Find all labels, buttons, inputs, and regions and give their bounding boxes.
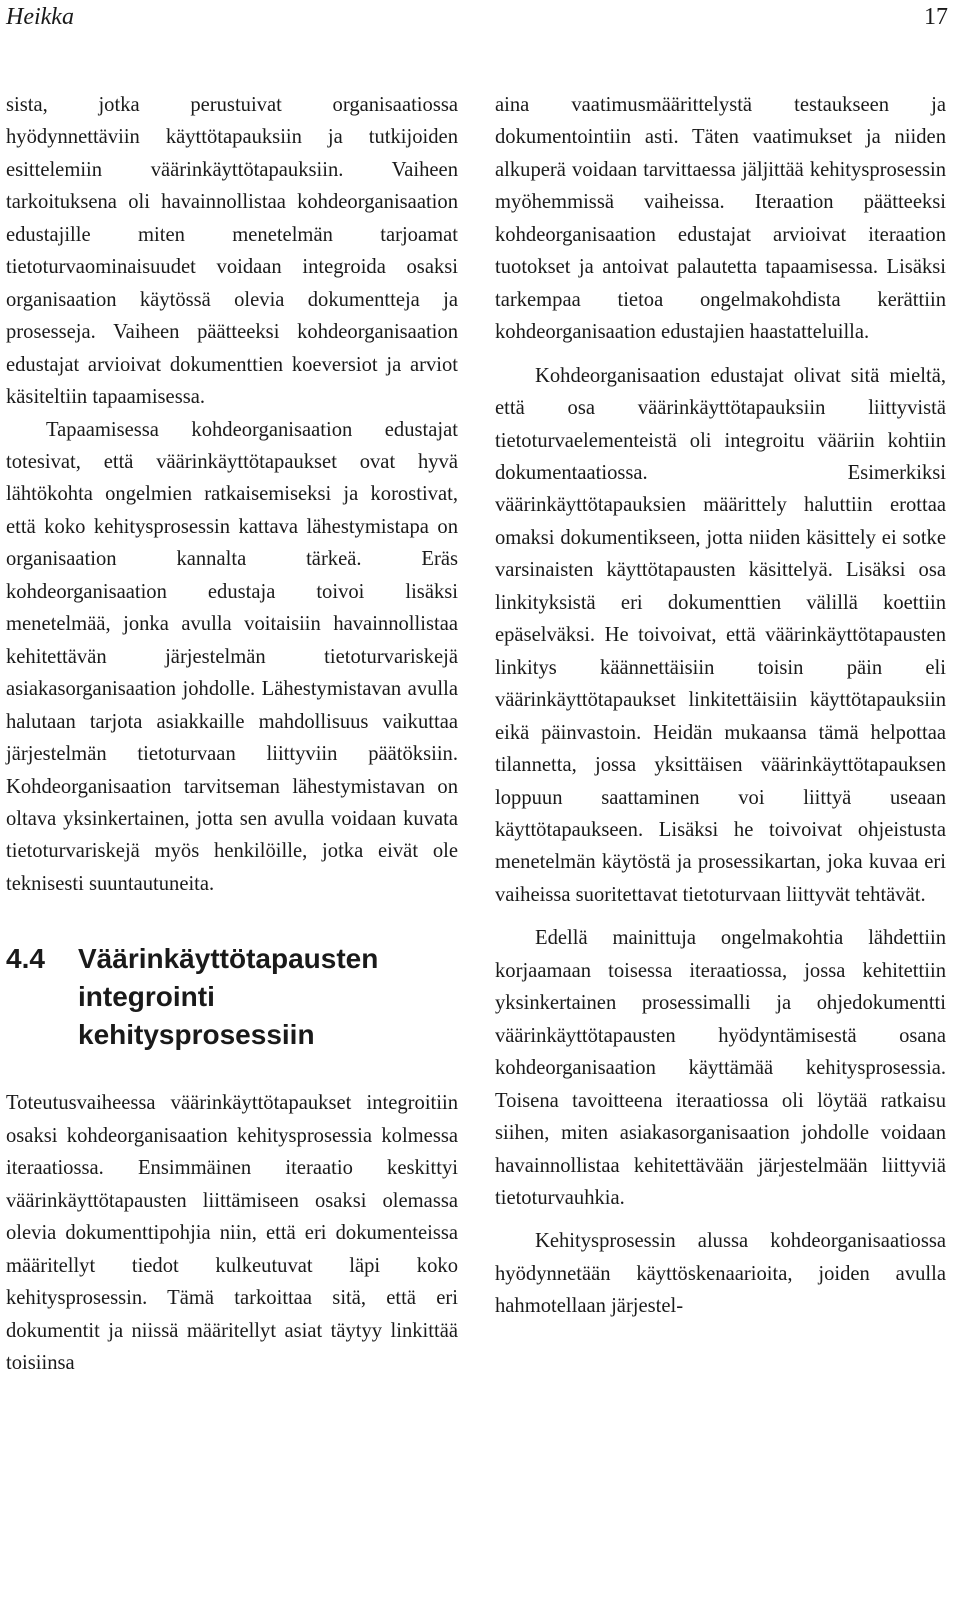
running-head-author: Heikka: [6, 4, 74, 30]
left-paragraph-3: Toteutusvaiheessa väärinkäyttötapaukset integroitiin osaksi kohdeorganisaation kehitysprosessia kolmessa iteraatiossa. Ensimmäinen iteraatio keskittyi väärinkäyttötapausten liittämiseen osaksi olemassa olevia dokumenttipohjia niin, että eri dokumenteissa määritellyt tiedot kulkeutuvat läpi koko kehitysprosessin. Tämä tarkoittaa sitä, että eri dokumentit ja niissä määritellyt asiat täytyy linkittää toisiinsa: [6, 1092, 458, 1374]
right-paragraph-2: Kohdeorganisaation edustajat olivat sitä mieltä, että osa väärinkäyttötapauksiin liittyvistä tietoturvaelementeistä oli integroitu vääriin kohtiin dokumentaatiossa. Esimerkiksi väärinkäyttötapauksien määrittely haluttiin erottaa omaksi dokumentikseen, jotta niiden käsittely ei sotke varsinaisten käyttötapausten käsittelyä. Lisäksi osa linkityksistä eri dokumenttien välillä koettiin epäselväksi. He toivoivat, että väärinkäyttötapausten linkitys käännettäisiin toisin päin eli väärinkäyttötapaukset linkitettäisiin käyttötapauksiin eikä päinvastoin. Heidän mukaansa tämä helpottaa tilannetta, jossa yksittäisen väärinkäyttötapauksen loppuun saattaminen voi liittyä useaan käyttötapaukseen. Lisäksi he toivoivat ohjeistusta menetelmän käytöstä ja prosessikartan, joka kuvaa eri vaiheissa suoritettavat tietoturvaan liittyvät tehtävät.: [495, 364, 946, 906]
left-paragraph-1: sista, jotka perustuivat organisaatiossa hyödynnettäviin käyttötapauksiin ja tutkijoiden esittelemiin väärinkäyttötapauksiin. Vaiheen tarkoituksena oli havainnollistaa kohdeorganisaation edustajille miten menetelmän tarjoamat tietoturvaominaisuudet voidaan integroida osaksi organisaation käytössä olevia dokumentteja ja prosesseja. Vaiheen päätteeksi kohdeorganisaation edustajat arvioivat dokumenttien koeversiot ja arviot käsiteltiin tapaamisessa.: [6, 94, 458, 409]
right-paragraph-3: Edellä mainittuja ongelmakohtia lähdettiin korjaamaan toisessa iteraatiossa, jossa kehitettiin yksinkertainen prosessimalli ja ohjedokumentti väärinkäyttötapausten hyödyntämisestä osana kohdeorganisaation käyttämää kehitysprosessia. Toisena tavoitteena iteraatiossa oli löytää ratkaisu siihen, miten asiakasorganisaation johdolle voidaan havainnollistaa kehitettävään järjestelmään liittyviä tietoturvauhkia.: [495, 927, 946, 1209]
left-paragraph-2: Tapaamisessa kohdeorganisaation edustajat totesivat, että väärinkäyttötapaukset ovat hyvä lähtökohta ongelmien ratkaisemiseksi ja korostivat, että koko kehitysprosessin kattava lähestymistapa on organisaation kannalta tärkeä. Eräs kohdeorganisaation edustaja toivoi lisäksi menetelmää, jonka avulla voitaisiin havainnollistaa kehitettävän järjestelmän tietoturvariskejä asiakasorganisaation johdolle. Lähestymistavan avulla halutaan tarjota asiakkaille mahdollisuus vaikuttaa järjestelmän tietoturvaan liittyviin päätöksiin. Kohdeorganisaation tarvitseman lähestymistavan on oltava yksinkertainen, jotta sen avulla voidaan kuvata tietoturvariskejä myös henkilöille, jotka eivät ole teknisesti suuntautuneita.: [6, 418, 458, 895]
right-paragraph-1: aina vaatimusmäärittelystä testaukseen ja dokumentointiin asti. Täten vaatimukset ja niiden alkuperä voidaan tarvittaessa jäljittää kehitysprosessin myöhemmissä vaiheissa. Iteraation päätteeksi kohdeorganisaation edustajat arvioivat iteraation tuotokset ja antoivat palautetta tapaamisessa. Lisäksi tarkempaa tietoa ongelmakohdista kerättiin kohdeorganisaation edustajien haastatteluilla.: [495, 94, 946, 344]
right-paragraph-4: Kehitysprosessin alussa kohdeorganisaatiossa hyödynnetään käyttöskenaarioita, joiden avulla hahmotellaan järjestel-: [495, 1230, 946, 1318]
section-number: 4.4: [6, 943, 45, 975]
running-head: [6, 2, 948, 32]
section-title: Väärinkäyttötapausten integrointi kehitysprosessiin: [78, 943, 379, 1051]
section-heading: [6, 940, 458, 1054]
left-column: [6, 89, 458, 1379]
page-number: 17: [924, 4, 948, 30]
right-column: [495, 89, 946, 1323]
